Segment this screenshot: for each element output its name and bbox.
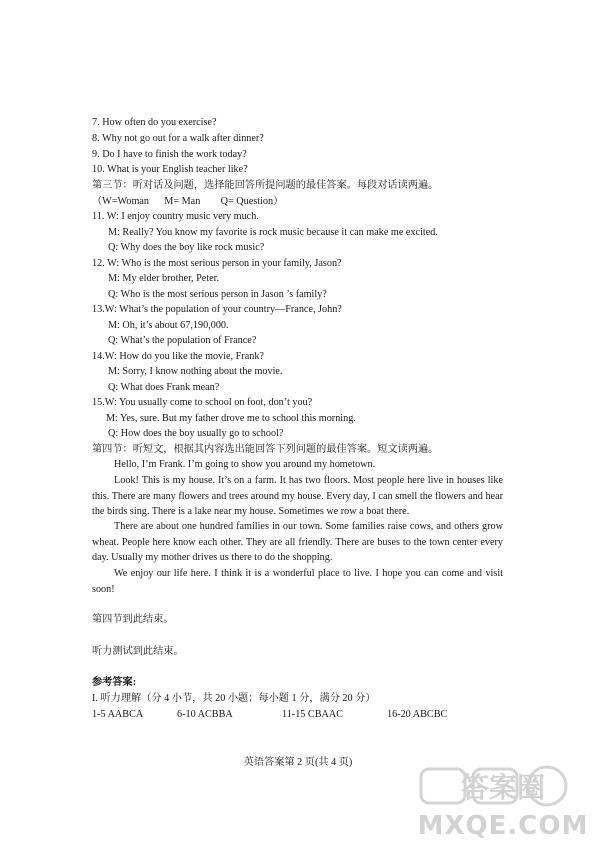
part3-legend: （W=Woman M= Man Q= Question） — [92, 196, 284, 207]
dialogue-15-m: M: Yes, sure. But my father drove me to school this morning. — [106, 413, 356, 424]
answers-section-heading: I. 听力理解（分 4 小节，共 20 小题；每小题 1 分，满分 20 分） — [92, 693, 376, 704]
dialogue-13-m: M: Oh, it’s about 67,190,000. — [108, 320, 229, 331]
question-8: 8. Why not go out for a walk after dinner? — [92, 133, 264, 144]
question-9: 9. Do I have to finish the work today? — [92, 149, 247, 160]
listening-end-note: 听力测试到此结束。 — [92, 646, 184, 657]
passage-paragraph-3: There are about one hundred families in our town. Some families raise cows, and others grow wheat. People here know each other. They are all friendly. There are buses to the town center every day. Usually my mother drives us there to do the shopping. — [92, 521, 503, 563]
answer-group-3: 11-15 CBAAC — [282, 709, 344, 720]
dialogue-11-q: Q: Why does the boy like rock music? — [108, 242, 265, 253]
part4-end-note: 第四节到此结束。 — [92, 614, 174, 625]
dialogue-12-w: 12. W: Who is the most serious person in your family, Jason? — [92, 258, 342, 269]
dialogue-14-w: 14.W: How do you like the movie, Frank? — [92, 351, 264, 362]
dialogue-11-w: 11. W: I enjoy country music very much. — [92, 211, 259, 222]
watermark-bottom-text: MXQE.COM — [417, 811, 589, 840]
dialogue-14-q: Q: What does Frank mean? — [108, 382, 220, 393]
part3-heading: 第三节：听对话及问题，选择能回答所提问题的最佳答案。每段对话读两遍。 — [92, 180, 439, 191]
dialogue-15-w: 15.W: You usually come to school on foot, don’t you? — [92, 397, 313, 408]
answer-group-1: 1-5 AABCA — [92, 709, 144, 720]
passage-paragraph-4: We enjoy our life here. I think it is a wonderful place to live. I hope you can come and visit soon! — [92, 568, 503, 595]
passage-paragraph-1: Hello, I’m Frank. I’m going to show you around my hometown. — [114, 459, 376, 470]
answers-title: 参考答案: — [92, 677, 137, 688]
dialogue-15-q: Q: How does the boy usually go to school? — [108, 428, 284, 439]
answer-group-2: 6-10 ACBBA — [177, 709, 233, 720]
watermark-top-text: 答案圈 — [460, 771, 546, 804]
dialogue-11-m: M: Really? You know my favorite is rock music because it can make me excited. — [108, 227, 438, 238]
question-10: 10. What is your English teacher like? — [92, 164, 248, 175]
part4-heading: 第四节：听短文，根据其内容选出能回答下列问题的最佳答案。短文读两遍。 — [92, 444, 439, 455]
answer-group-4: 16-20 ABCBC — [387, 709, 448, 720]
dialogue-13-q: Q: What’s the population of France? — [108, 335, 257, 346]
dialogue-12-m: M: My elder brother, Peter. — [108, 273, 220, 284]
dialogue-14-m: M: Sorry, I know nothing about the movie. — [108, 366, 283, 377]
passage-paragraph-2: Look! This is my house. It’s on a farm. It has two floors. Most people here live in houses like this. There are many flowers and trees around my house. Every day, I can smell the flowers and hear the birds sing. There is a lake near my house. Sometimes we row a boat there. — [92, 475, 503, 517]
watermark-logo — [415, 765, 590, 840]
question-7: 7. How often do you exercise? — [92, 117, 217, 128]
dialogue-12-q: Q: Who is the most serious person in Jason ’s family? — [108, 289, 327, 300]
dialogue-13-w: 13.W: What’s the population of your country—France, John? — [92, 304, 342, 315]
page-footer: 英语答案第 2 页(共 4 页) — [243, 757, 353, 768]
